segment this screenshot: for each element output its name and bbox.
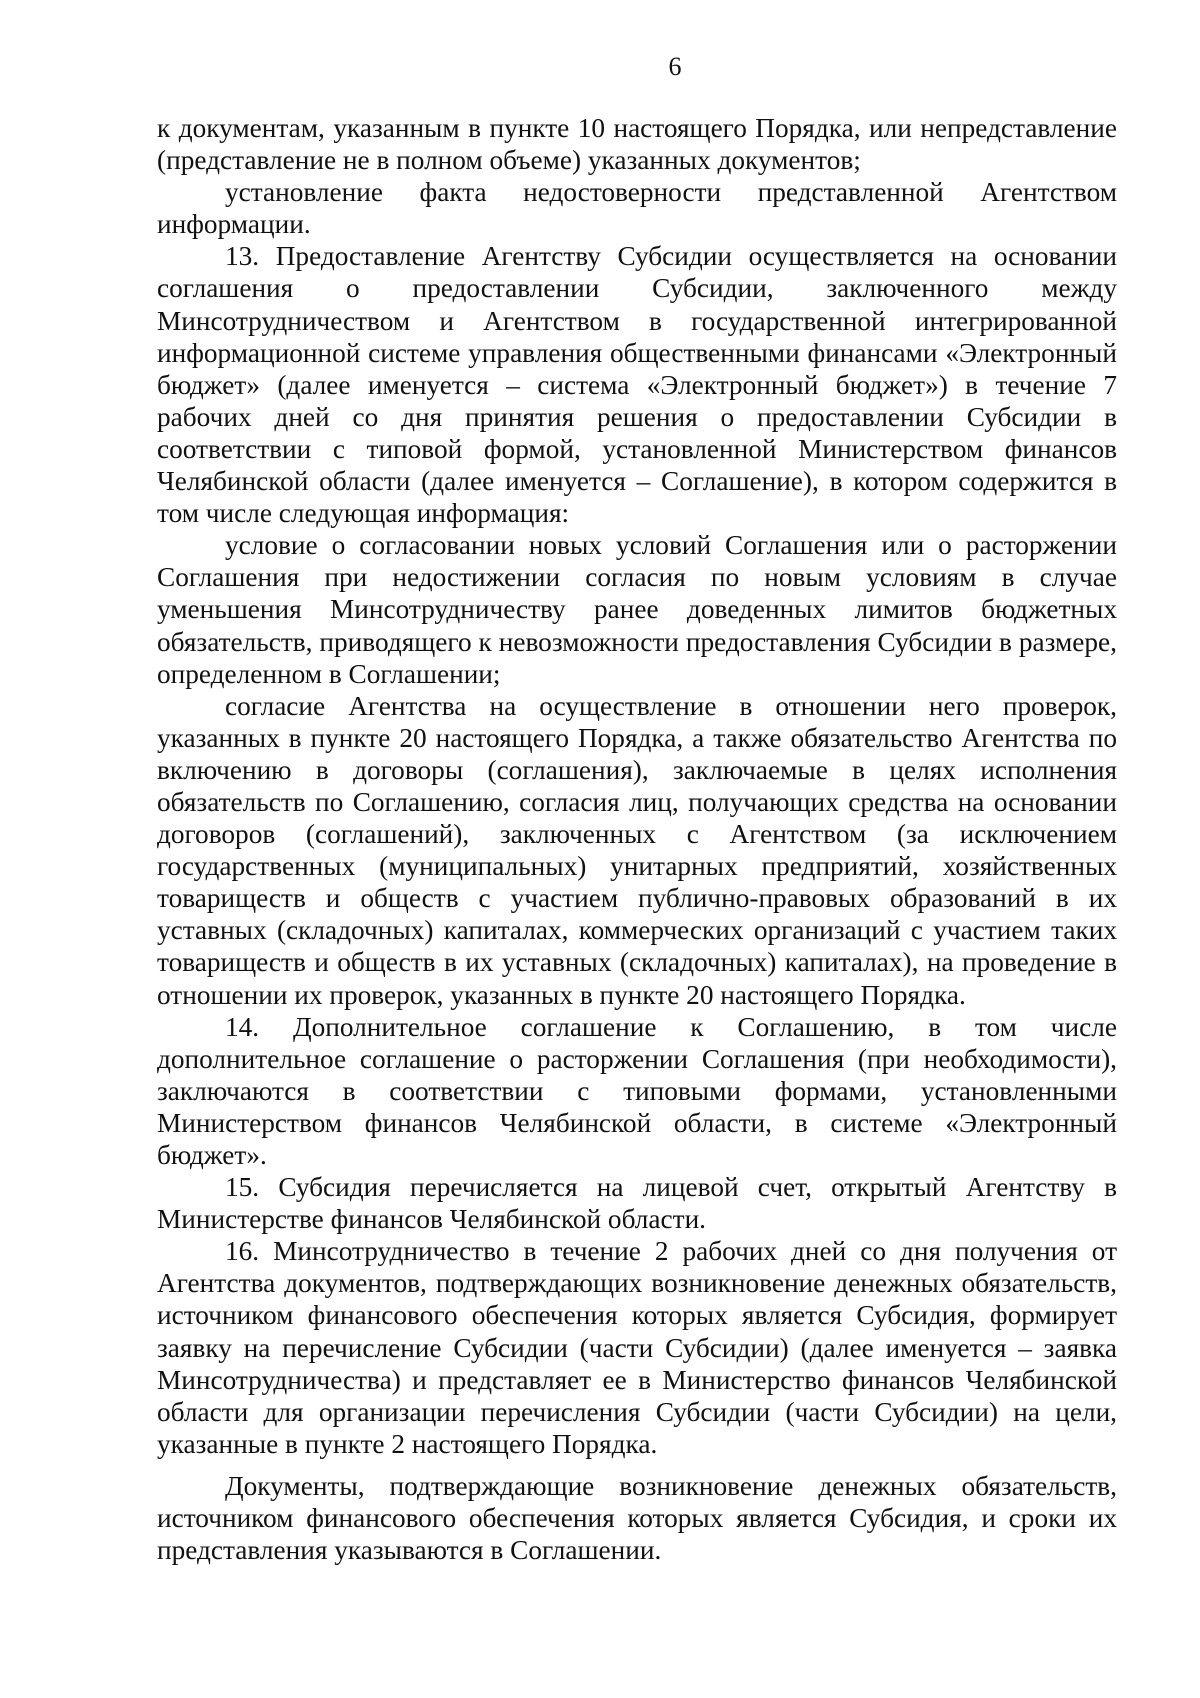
paragraph-continuation: к документам, указанным в пункте 10 настоящего Порядка, или непредставление (представление не в полном объеме) указанных документов; bbox=[157, 113, 1117, 176]
document-body bbox=[157, 112, 1117, 1566]
paragraph-13: 13. Предоставление Агентству Субсидии осуществляется на основании соглашения о предоставлении Субсидии, заключенного между Минсотрудничеством и Агентством в государственной интегрированной информационной системе управления общественными финансами «Электронный бюджет» (далее именуется – система «Электронный бюджет») в течение 7 рабочих дней со дня принятия решения о предоставлении Субсидии в соответствии с типовой формой, установленной Министерством финансов Челябинской области (далее именуется – Соглашение), в котором содержится в том числе следующая информация: bbox=[157, 241, 1117, 529]
paragraph-13-condition: условие о согласовании новых условий Соглашения или о расторжении Соглашения при недостижении согласия по новым условиям в случае уменьшения Минсотрудничеству ранее доведенных лимитов бюджетных обязательств, приводящего к невозможности предоставления Субсидии в размере, определенном в Соглашении; bbox=[157, 530, 1117, 689]
paragraph-unreliable-information: установление факта недостоверности представленной Агентством информации. bbox=[157, 177, 1117, 240]
paragraph-16: 16. Минсотрудничество в течение 2 рабочих дней со дня получения от Агентства документов, подтверждающих возникновение денежных обязательств, источником финансового обеспечения которых является Субсидия, формирует заявку на перечисление Субсидии (части Субсидии) (далее именуется – заявка Минсотрудничества) и представляет ее в Министерство финансов Челябинской области для организации перечисления Субсидии (части Субсидии) на цели, указанные в пункте 2 настоящего Порядка. bbox=[157, 1236, 1117, 1459]
paragraph-15: 15. Субсидия перечисляется на лицевой счет, открытый Агентству в Министерстве финансов Челябинской области. bbox=[157, 1172, 1117, 1235]
paragraph-documents: Документы, подтверждающие возникновение денежных обязательств, источником финансового обеспечения которых является Субсидия, и сроки их представления указываются в Соглашении. bbox=[157, 1470, 1117, 1566]
paragraph-14: 14. Дополнительное соглашение к Соглашению, в том числе дополнительное соглашение о расторжении Соглашения (при необходимости), заключаются в соответствии с типовыми формами, установленными Министерством финансов Челябинской области, в системе «Электронный бюджет». bbox=[157, 1011, 1117, 1170]
paragraph-13-consent: согласие Агентства на осуществление в отношении него проверок, указанных в пункте 20 настоящего Порядка, а также обязательство Агентства по включению в договоры (соглашения), заключаемые в целях исполнения обязательств по Соглашению, согласия лиц, получающих средства на основании договоров (соглашений), заключенных с Агентством (за исключением государственных (муниципальных) унитарных предприятий, хозяйственных товариществ и обществ с участием публично-правовых образований в их уставных (складочных) капиталах, коммерческих организаций с участием таких товариществ и обществ в их уставных (складочных) капиталах), на проведение в отношении их проверок, указанных в пункте 20 настоящего Порядка. bbox=[157, 690, 1117, 1010]
page-number: 6 bbox=[668, 52, 682, 81]
